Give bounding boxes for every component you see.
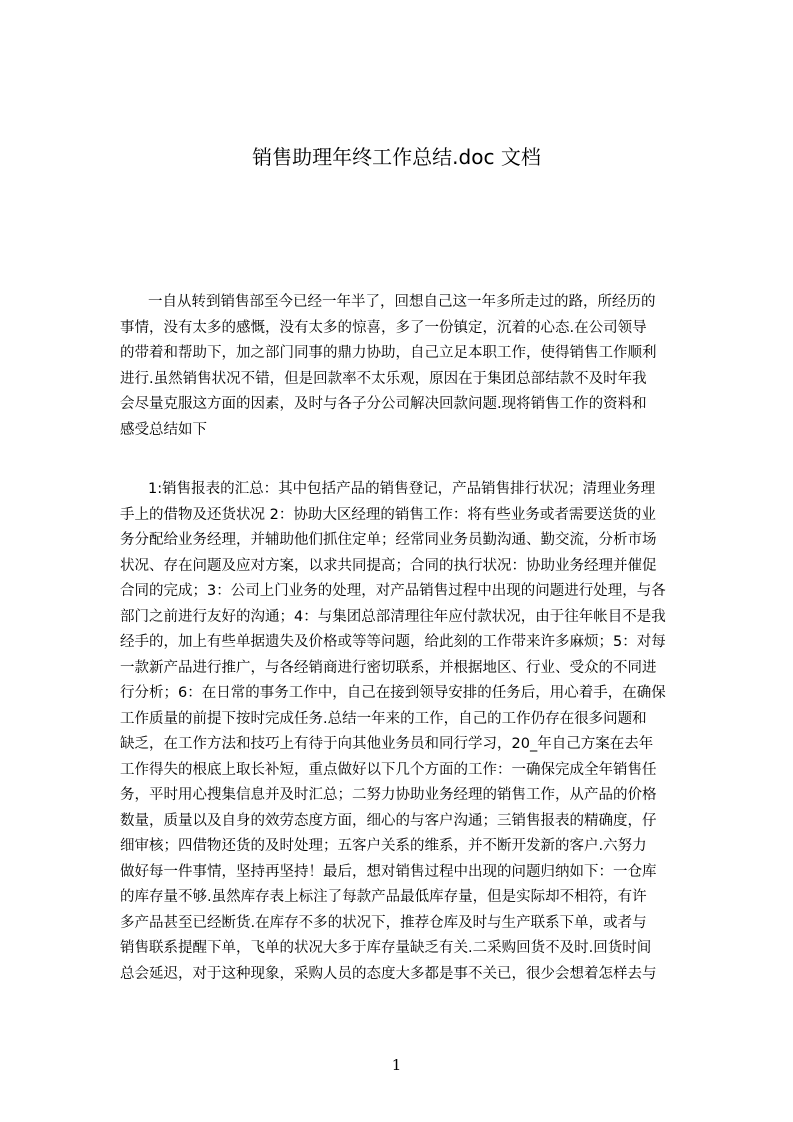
paragraph-line: 总会延迟，对于这种现象，采购人员的态度大多都是事不关已，很少会想着怎样去与 xyxy=(120,965,657,982)
paragraph-line: 缺乏，在工作方法和技巧上有待于向其他业务员和同行学习，20_年自己方案在去年 xyxy=(120,736,654,752)
paragraph-line: 销售联系提醒下单，飞单的状况大多于库存量缺乏有关.二采购回货不及时.回货时间 xyxy=(120,940,652,956)
paragraph-line: 感受总结如下 xyxy=(120,421,207,438)
paragraph-line: 务，平时用心搜集信息并及时汇总；二努力协助业务经理的销售工作，从产品的价格 xyxy=(120,787,657,803)
paragraph-line: 合同的完成；3：公司上门业务的处理，对产品销售过程中出现的问题进行处理，与各 xyxy=(120,583,666,599)
paragraph-line: 一款新产品进行推广，与各经销商进行密切联系，并根据地区、行业、受众的不同进 xyxy=(120,659,657,676)
paragraph-line: 一自从转到销售部至今已经一年半了，回想自己这一年多所走过的路，所经历的 xyxy=(148,294,656,310)
paragraph-line: 多产品甚至已经断货.在库存不多的状况下，推荐仓库及时与生产联系下单，或者与 xyxy=(120,914,647,931)
paragraph-line: 会尽量克服这方面的因素，及时与各子分公司解决回款问题.现将销售工作的资料和 xyxy=(120,396,647,412)
paragraph-line: 事情，没有太多的感慨，没有太多的惊喜，多了一份镇定，沉着的心态.在公司领导 xyxy=(120,319,647,336)
paragraph-line: 部门之前进行友好的沟通；4：与集团总部清理往年应付款状况，由于往年帐目不是我 xyxy=(120,608,666,625)
page-number: 1 xyxy=(391,1056,402,1074)
paragraph-line: 手上的借物及还货状况 2：协助大区经理的销售工作：将有些业务或者需要送货的业 xyxy=(120,506,656,523)
document-title: 销售助理年终工作总结.doc 文档 xyxy=(252,145,541,169)
paragraph-line: 细审核；四借物还货的及时处理；五客户关系的维系，并不断开发新的客户.六努力 xyxy=(120,838,647,854)
paragraph-line: 工作得失的根底上取长补短，重点做好以下几个方面的工作：一确保完成全年销售任 xyxy=(120,761,657,778)
paragraph-line: 的库存量不够.虽然库存表上标注了每款产品最低库存量，但是实际却不相符，有许 xyxy=(120,889,647,905)
paragraph-line: 进行.虽然销售状况不错，但是回款率不太乐观，原因在于集团总部结款不及时年我 xyxy=(120,370,647,387)
paragraph-2 xyxy=(120,477,700,987)
paragraph-line: 行分析；6：在日常的事务工作中，自己在接到领导安排的任务后，用心着手，在确保 xyxy=(120,685,666,701)
paragraph-line: 务分配给业务经理，并辅助他们抓住定单；经常同业务员勤沟通、勤交流，分析市场 xyxy=(120,532,657,548)
paragraph-line: 状况、存在问题及应对方案，以求共同提高；合同的执行状况：协助业务经理并催促 xyxy=(120,557,657,574)
paragraph-line: 工作质量的前提下按时完成任务.总结一年来的工作，自己的工作仍存在很多问题和 xyxy=(120,710,647,727)
paragraph-line: 的带着和帮助下，加之部门同事的鼎力协助，自己立足本职工作，使得销售工作顺利 xyxy=(120,345,657,361)
paragraph-line: 数量，质量以及自身的效劳态度方面，细心的与客户沟通；三销售报表的精确度，仔 xyxy=(120,812,657,829)
paragraph-line: 1:销售报表的汇总：其中包括产品的销售登记，产品销售排行状况；清理业务理 xyxy=(148,481,656,497)
paragraph-1 xyxy=(120,290,700,443)
paragraph-line: 经手的，加上有些单据遗失及价格或等等问题，给此刻的工作带来许多麻烦；5：对每 xyxy=(120,634,666,650)
paragraph-line: 做好每一件事情，坚持再坚持！最后，想对销售过程中出现的问题归纳如下：一仓库 xyxy=(120,863,657,880)
